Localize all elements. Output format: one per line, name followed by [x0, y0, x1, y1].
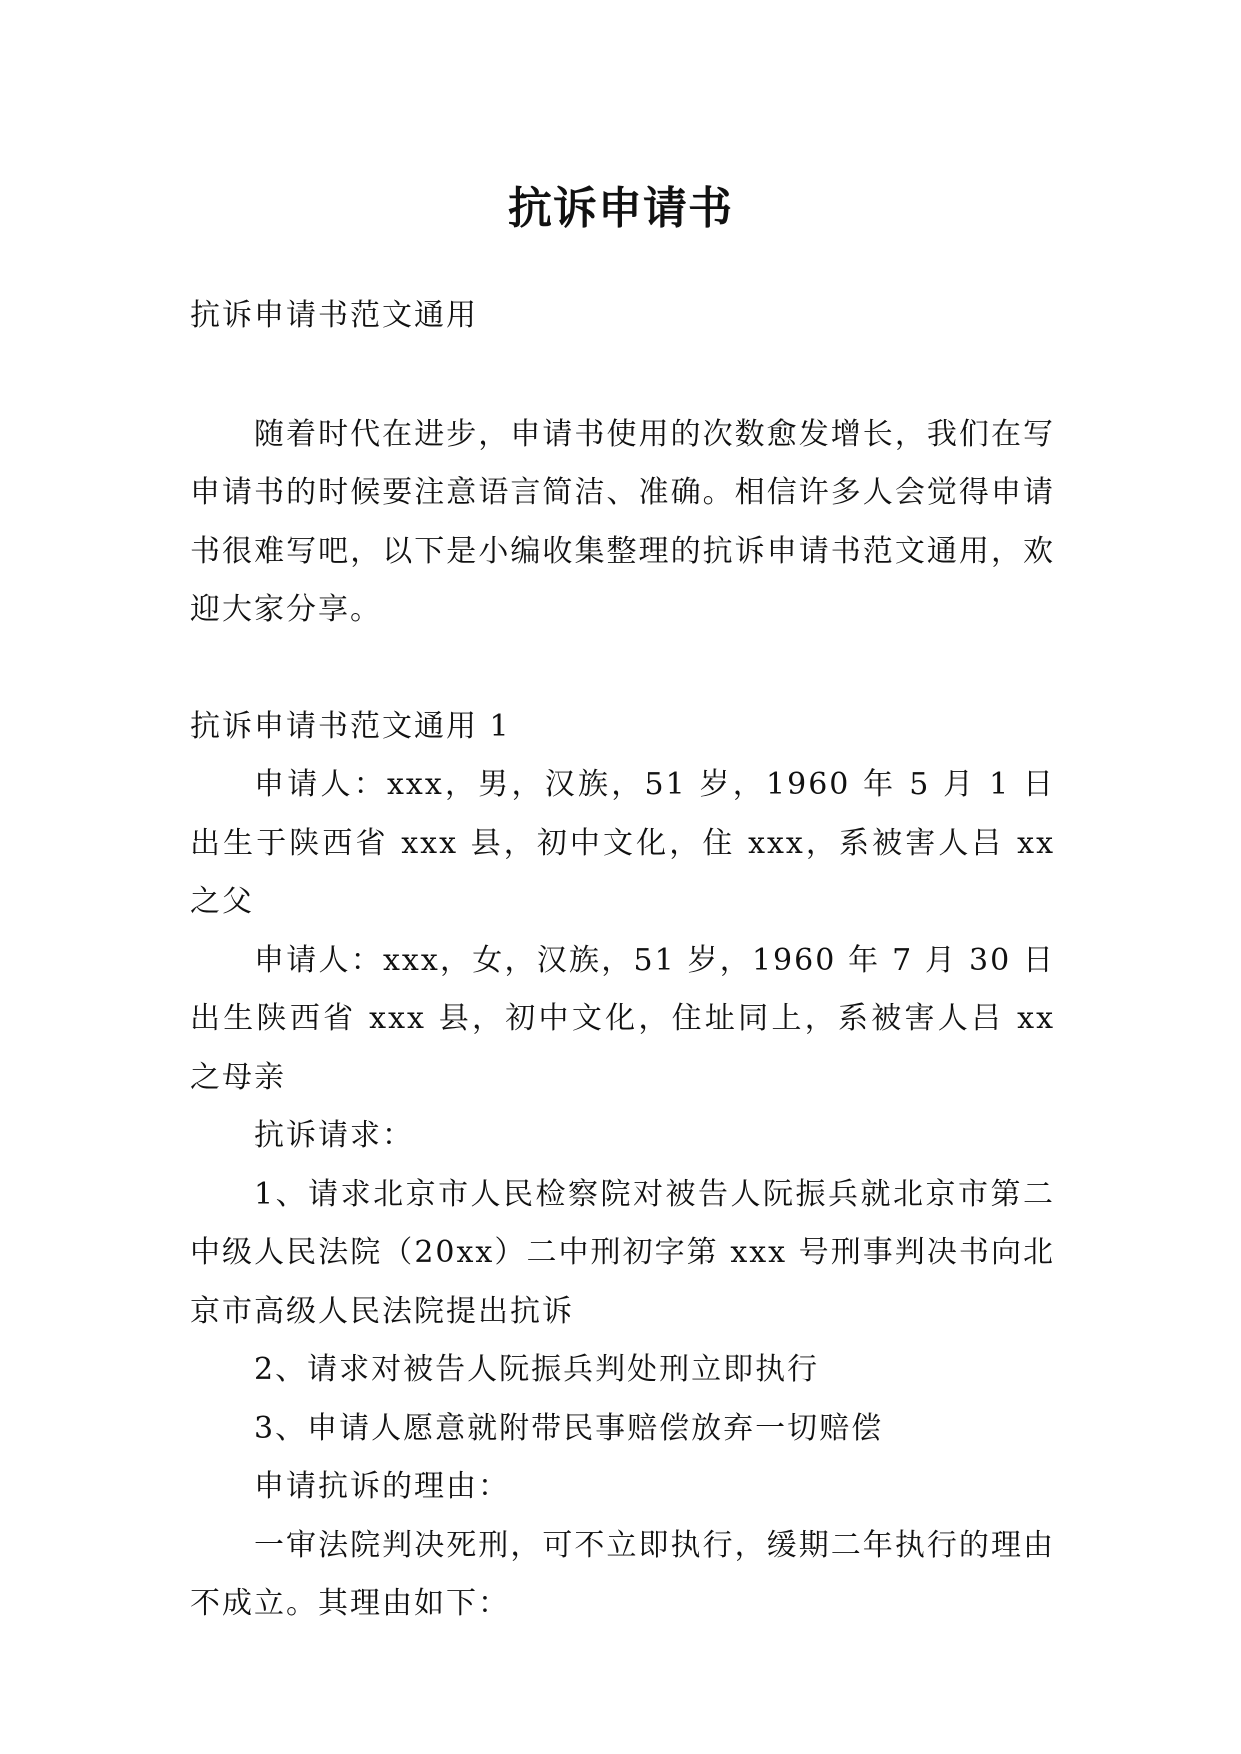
intro-paragraph: 随着时代在进步，申请书使用的次数愈发增长，我们在写申请书的时候要注意语言简洁、准确。相信许多人会觉得申请书很难写吧，以下是小编收集整理的抗诉申请书范文通用，欢迎大家分享。 [190, 416, 1055, 627]
request-item-2: 2、请求对被告人阮振兵判处刑立即执行 [254, 1352, 820, 1387]
reasons-paragraph: 一审法院判决死刑，可不立即执行，缓期二年执行的理由不成立。其理由如下： [190, 1527, 1055, 1621]
document-subtitle: 抗诉申请书范文通用 [190, 298, 478, 333]
protest-request-heading: 抗诉请求： [254, 1118, 414, 1153]
document-title: 抗诉申请书 [508, 183, 733, 235]
applicant-father-paragraph: 申请人：xxx，男，汉族，51 岁，1960 年 5 月 1 日出生于陕西省 xxx 县，初中文化，住 xxx，系被害人吕 xx 之父 [190, 767, 1055, 919]
applicant-mother-paragraph: 申请人：xxx，女，汉族，51 岁，1960 年 7 月 30 日出生陕西省 xxx 县，初中文化，住址同上，系被害人吕 xx 之母亲 [190, 942, 1055, 1095]
section-heading: 抗诉申请书范文通用 1 [190, 708, 511, 744]
request-item-1: 1、请求北京市人民检察院对被告人阮振兵就北京市第二中级人民法院（20xx）二中刑初字第 xxx 号刑事判决书向北京市高级人民法院提出抗诉 [190, 1176, 1055, 1329]
document-body [190, 287, 1055, 1634]
reasons-heading: 申请抗诉的理由： [254, 1469, 510, 1504]
request-item-3: 3、申请人愿意就附带民事赔偿放弃一切赔偿 [254, 1410, 884, 1446]
